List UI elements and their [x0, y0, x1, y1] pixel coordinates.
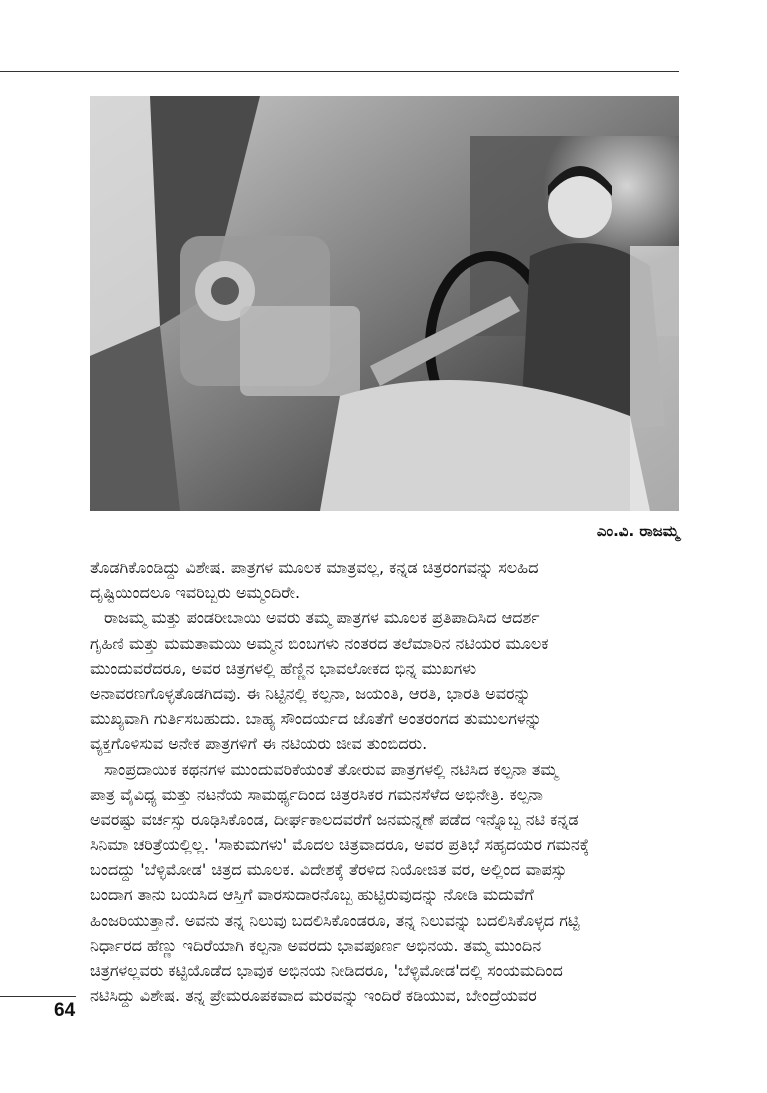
text-line: ಬಂದದ್ದು 'ಬೆಳ್ಳಿಮೋಡ' ಚಿತ್ರದ ಮೂಲಕ. ವಿದೇಶಕ್ಕೆ ತೆರಳಿದ ನಿಯೋಜಿತ ವರ, ಅಲ್ಲಿಂದ ವಾಪಸ್ಸು	[90, 860, 567, 880]
photo-actress-in-car	[90, 96, 679, 511]
text-line: ಮುಂದುವರೆದರೂ, ಅವರ ಚಿತ್ರಗಳಲ್ಲಿ ಹೆಣ್ಣಿನ ಭಾವಲೋಕದ ಭಿನ್ನ ಮುಖಗಳು	[90, 658, 477, 678]
text-line: ನಿರ್ಧಾರದ ಹೆಣ್ಣು ಇದಿರೆಯಾಗಿ ಕಲ್ಪನಾ ಅವರದು ಭಾವಪೂರ್ಣ ಅಭಿನಯ. ತಮ್ಮ ಮುಂದಿನ	[90, 935, 542, 955]
text-line: ರಾಜಮ್ಮ ಮತ್ತು ಪಂಡರೀಬಾಯಿ ಅವರು ತಮ್ಮ ಪಾತ್ರಗಳ ಮೂಲಕ ಪ್ರತಿಪಾದಿಸಿದ ಆದರ್ಶ	[104, 608, 540, 628]
text-line: ಚಿತ್ರಗಳಲ್ಲವರು ಕಟ್ಟಿಯೊಡೆದ ಭಾವುಕ ಅಭಿನಯ ನೀಡಿದರೂ, 'ಬೆಳ್ಳಿಮೋಡ'ದಲ್ಲಿ ಸಂಯಮದಿಂದ	[90, 961, 563, 980]
text-line: ಮುಖ್ಯವಾಗಿ ಗುರ್ತಿಸಬಹುದು. ಬಾಹ್ಯ ಸೌಂದರ್ಯದ ಜೊತೆಗೆ ಅಂತರಂಗದ ತುಮುಲಗಳನ್ನು	[90, 709, 542, 729]
footer-rule	[0, 996, 76, 997]
text-line: ಅವರಷ್ಟು ವರ್ಚಸ್ಸು ರೂಢಿಸಿಕೊಂಡ, ದೀರ್ಘಕಾಲದವರೆಗೆ ಜನಮನ್ನಣೆ ಪಡೆದ ಇನ್ನೊಬ್ಬ ನಟಿ ಕನ್ನಡ	[90, 809, 579, 829]
photo-image	[90, 96, 679, 511]
paragraph-1	[90, 555, 686, 605]
article-body	[90, 555, 686, 1008]
text-line: ಸಾಂಪ್ರದಾಯಿಕ ಕಥನಗಳ ಮುಂದುವರಿಕೆಯಂತೆ ತೋರುವ ಪಾತ್ರಗಳಲ್ಲಿ ನಟಿಸಿದ ಕಲ್ಪನಾ ತಮ್ಮ	[104, 759, 558, 779]
text-line: ಅನಾವರಣಗೊಳ್ಳತೊಡಗಿದವು. ಈ ನಿಟ್ಟಿನಲ್ಲಿ ಕಲ್ಪನಾ, ಜಯಂತಿ, ಆರತಿ, ಭಾರತಿ ಅವರನ್ನು	[90, 683, 531, 703]
text-line: ಸಿನಿಮಾ ಚರಿತ್ರೆಯಲ್ಲಿಲ್ಲ. 'ಸಾಕುಮಗಳು' ಮೊದಲ ಚಿತ್ರವಾದರೂ, ಅವರ ಪ್ರತಿಭೆ ಸಹೃದಯರ ಗಮನಕ್ಕೆ	[90, 835, 590, 855]
text-line: ಬಂದಾಗ ತಾನು ಬಯಸಿದ ಆಸ್ತಿಗೆ ವಾರಸುದಾರನೊಬ್ಬ ಹುಟ್ಟಿರುವುದನ್ನು ನೋಡಿ ಮದುವೆಗೆ	[90, 885, 534, 905]
text-line: ಪಾತ್ರ ವೈವಿಧ್ಯ ಮತ್ತು ನಟನೆಯ ಸಾಮರ್ಥ್ಯದಿಂದ ಚಿತ್ರರಸಿಕರ ಗಮನಸೆಳೆದ ಅಭಿನೇತ್ರಿ. ಕಲ್ಪನಾ	[90, 784, 543, 804]
text-line: ತೊಡಗಿಕೊಂಡಿದ್ದು ವಿಶೇಷ. ಪಾತ್ರಗಳ ಮೂಲಕ ಮಾತ್ರವಲ್ಲ, ಕನ್ನಡ ಚಿತ್ರರಂಗವನ್ನು ಸಲಹಿದ	[90, 558, 539, 577]
paragraph-3	[90, 757, 686, 1009]
text-line: ನಟಿಸಿದ್ದು ವಿಶೇಷ. ತನ್ನ ಪ್ರೇಮರೂಪಕವಾದ ಮರವನ್ನು ಇಂದಿರೆ ಕಡಿಯುವ, ಬೇಂದ್ರೆಯವರ	[90, 986, 537, 1006]
header-rule	[0, 71, 679, 72]
page-number: 64	[54, 1000, 76, 1021]
text-line: ವ್ಯಕ್ತಗೊಳಿಸುವ ಅನೇಕ ಪಾತ್ರಗಳಿಗೆ ಈ ನಟಿಯರು ಜೀವ ತುಂಬಿದರು.	[90, 734, 428, 754]
text-line: ದೃಷ್ಟಿಯಿಂದಲೂ ಇವರಿಬ್ಬರು ಅಮ್ಮಂದಿರೇ.	[90, 583, 301, 603]
text-line: ಗೃಹಿಣಿ ಮತ್ತು ಮಮತಾಮಯಿ ಅಮ್ಮನ ಬಿಂಬಗಳು ನಂತರದ ತಲೆಮಾರಿನ ನಟಿಯರ ಮೂಲಕ	[90, 633, 549, 653]
paragraph-2	[90, 605, 686, 756]
photo-caption: ಎಂ.ವಿ. ರಾಜಮ್ಮ	[596, 522, 679, 540]
text-line: ಹಿಂಜರಿಯುತ್ತಾನೆ. ಅವನು ತನ್ನ ನಿಲುವು ಬದಲಿಸಿಕೊಂಡರೂ, ತನ್ನ ನಿಲುವನ್ನು ಬದಲಿಸಿಕೊಳ್ಳದ ಗಟ್ಟಿ	[90, 910, 580, 930]
